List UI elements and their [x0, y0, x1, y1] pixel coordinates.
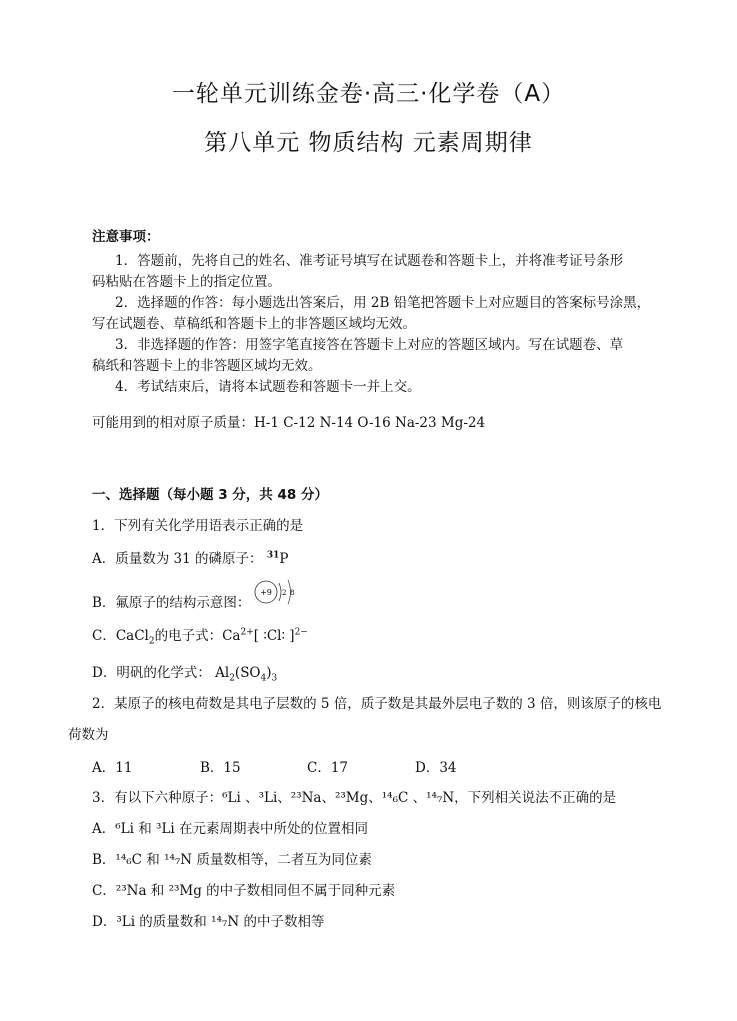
q3-option-d: D．³Li 的质量数和 ¹⁴₇N 的中子数相等: [92, 914, 325, 930]
shell-1-count: 2: [282, 589, 287, 597]
q1-c-anion-charge: 2−: [294, 627, 308, 638]
q1-a-text: A．质量数为 31 的磷原子：: [92, 551, 263, 567]
q3-option-a: A．⁶Li 和 ³Li 在元素周期表中所处的位置相同: [92, 821, 369, 837]
q2-stem-b: 荷数为: [68, 727, 109, 743]
q3-stem: 3．有以下六种原子：⁶Li 、³Li、²³Na、²³Mg、¹⁴₆C 、¹⁴₇N，下列相关说法不正确的是: [92, 790, 617, 806]
shell-arc-1: [279, 583, 281, 601]
q1-c-text: C．CaCl: [92, 628, 149, 644]
shell-2-count: 8: [290, 589, 295, 597]
q1-c-charge: 2+: [240, 627, 254, 638]
q3-option-c: C．²³Na 和 ²³Mg 的中子数相同但不属于同种元素: [92, 883, 396, 899]
note-line-4: 4．考试结束后，请将本试题卷和答题卡一并上交。: [115, 379, 421, 395]
exam-title: 一轮单元训练金卷·高三·化学卷（A）: [171, 81, 566, 107]
note-line-3a: 3．非选择题的作答：用签字笔直接答在答题卡上对应的答题区域内。写在试题卷、草: [115, 337, 624, 353]
nucleus-charge: +9: [260, 588, 272, 597]
q1-d-text: D．明矾的化学式： Al: [92, 665, 230, 681]
q1-option-d: [92, 664, 277, 682]
section-heading: 一、选择题（每小题 3 分，共 48 分）: [92, 487, 328, 503]
q2-option-a: A．11: [92, 760, 133, 776]
q1-a-symbol: P: [279, 551, 289, 567]
q2-option-d: D．34: [415, 760, 457, 776]
q1-c-sub: 2: [148, 636, 155, 647]
note-line-2a: 2．选择题的作答：每小题选出答案后，用 2B 铅笔把答题卡上对应题目的答案标号涂黑，: [115, 295, 651, 311]
q1-a-mass: 31: [266, 550, 280, 561]
note-line-2b: 写在试题卷、草稿纸和答题卡上的非答题区域均无效。: [92, 316, 416, 332]
fluorine-structure-diagram: [252, 578, 302, 614]
q2-option-b: B．15: [200, 760, 241, 776]
q1-b-text: B．氟原子的结构示意图：: [92, 595, 251, 611]
q1-d-mid: (SO: [234, 665, 261, 681]
q3-option-b: B．¹⁴₆C 和 ¹⁴₇N 质量数相等，二者互为同位素: [92, 852, 372, 868]
q2-stem-a: 2．某原子的核电荷数是其电子层数的 5 倍，质子数是其最外层电子数的 3 倍，则该原子的核电: [92, 696, 662, 712]
q1-d-end: ): [266, 665, 272, 681]
q1-option-a: [92, 550, 288, 568]
q1-d-sub1: 2: [229, 673, 235, 684]
note-line-1b: 码粘贴在答题卡上的指定位置。: [92, 274, 281, 290]
q1-option-b: [92, 594, 250, 612]
q1-d-sub3: 3: [271, 673, 278, 684]
q2-option-c: C．17: [307, 760, 349, 776]
unit-title: 第八单元 物质结构 元素周期律: [204, 130, 533, 156]
q1-d-sub2: 4: [260, 673, 267, 684]
note-line-3b: 稿纸和答题卡上的非答题区域均无效。: [92, 358, 322, 374]
note-line-1a: 1．答题前，先将自己的姓名、准考证号填写在试题卷和答题卡上，并将准考证号条形: [115, 253, 624, 269]
q1-c-rest: 的电子式：Ca: [154, 628, 241, 644]
q1-stem: 1．下列有关化学用语表示正确的是: [92, 518, 304, 534]
notes-heading: 注意事项：: [92, 229, 160, 245]
q1-c-formula: [ ∶Cl∶ ]: [253, 628, 295, 644]
atomic-masses: 可能用到的相对原子质量：H-1 C-12 N-14 O-16 Na-23 Mg-24: [92, 415, 486, 431]
q1-option-c: [92, 627, 308, 645]
